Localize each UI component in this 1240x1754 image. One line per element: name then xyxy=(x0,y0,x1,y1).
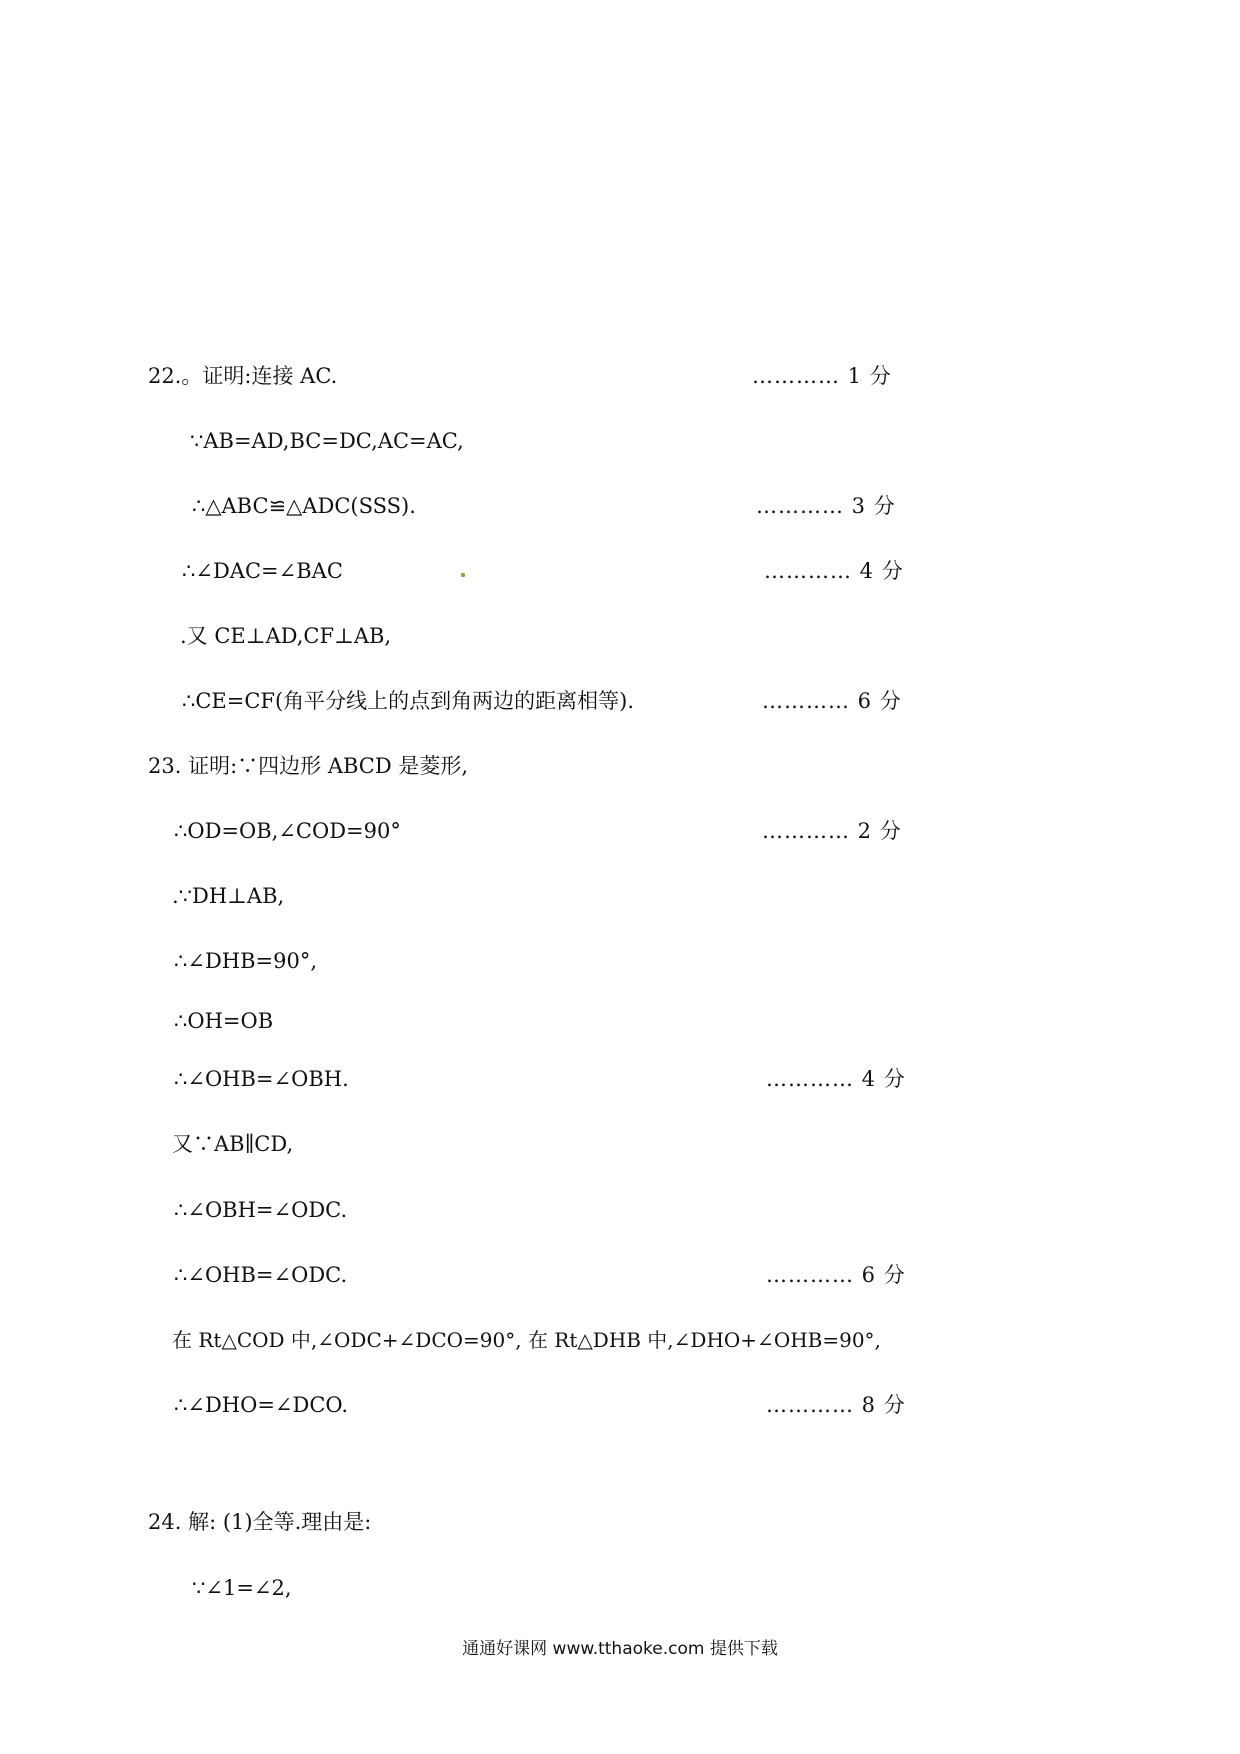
q24-line-1: 24. 解: (1)全等.理由是: xyxy=(148,1510,372,1534)
q22-line-3: ∴△ABC≌△ADC(SSS). xyxy=(192,494,416,518)
q23-line-11: ∴∠DHO=∠DCO. xyxy=(174,1393,349,1417)
q24-line-2: ∵∠1=∠2, xyxy=(192,1576,292,1600)
q23-line-7: 又∵AB∥CD, xyxy=(172,1132,294,1156)
q23-line-6: ∴∠OHB=∠OBH. xyxy=(174,1067,349,1091)
q22-line-1: 22.。证明:连接 AC. xyxy=(148,364,338,388)
q22-line-6: ∴CE=CF(角平分线上的点到角两边的距离相等). xyxy=(182,689,635,713)
q22-score-1: ………… 1 分 xyxy=(752,364,892,388)
q23-line-8: ∴∠OBH=∠ODC. xyxy=(174,1198,348,1222)
q23-score-2: ………… 2 分 xyxy=(762,819,902,843)
q22-line-5: .又 CE⊥AD,CF⊥AB, xyxy=(180,624,392,648)
q22-score-6: ………… 6 分 xyxy=(762,689,902,713)
q22-line-2: ∵AB=AD,BC=DC,AC=AC, xyxy=(190,429,464,453)
stray-mark xyxy=(461,573,465,577)
q22-score-3: ………… 3 分 xyxy=(756,494,896,518)
q23-line-5: ∴OH=OB xyxy=(174,1009,274,1033)
q22-score-4: ………… 4 分 xyxy=(764,559,904,583)
q22-line-4: ∴∠DAC=∠BAC xyxy=(182,559,343,583)
q23-line-9: ∴∠OHB=∠ODC. xyxy=(174,1263,348,1287)
q23-line-10: 在 Rt△COD 中,∠ODC+∠DCO=90°, 在 Rt△DHB 中,∠DHO+∠OHB=90°, xyxy=(172,1328,881,1352)
q23-line-4: ∴∠DHB=90°, xyxy=(174,949,318,973)
q23-score-9: ………… 6 分 xyxy=(766,1263,906,1287)
q23-line-3: .∵DH⊥AB, xyxy=(172,884,285,908)
page-footer: 通通好课网 www.tthaoke.com 提供下载 xyxy=(462,1639,778,1659)
q23-score-6: ………… 4 分 xyxy=(766,1067,906,1091)
q23-line-1: 23. 证明:∵四边形 ABCD 是菱形, xyxy=(148,754,469,778)
q23-score-11: ………… 8 分 xyxy=(766,1393,906,1417)
q23-line-2: ∴OD=OB,∠COD=90° xyxy=(174,819,401,843)
